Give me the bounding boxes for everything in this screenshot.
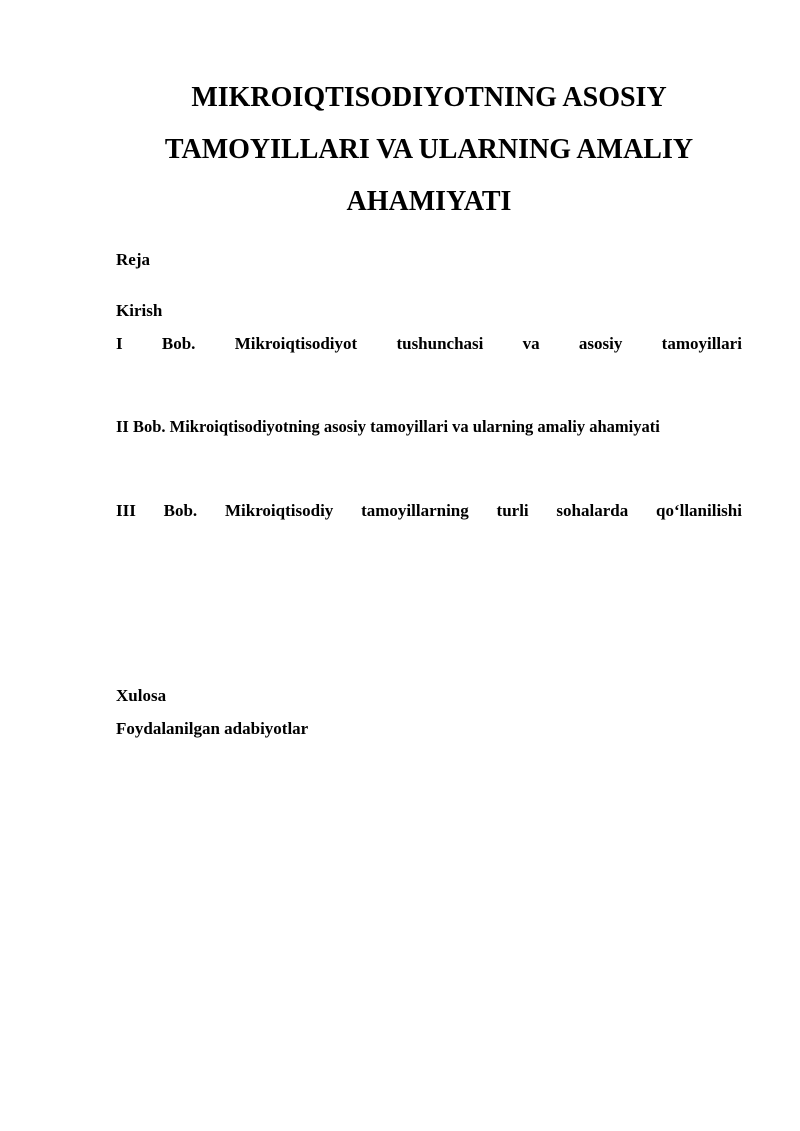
- toc-word: va: [522, 334, 540, 353]
- toc-word: asosiy: [578, 334, 623, 353]
- toc-word: turli: [496, 501, 529, 520]
- toc-word: tushunchasi: [396, 334, 484, 353]
- document-title: [116, 72, 742, 228]
- toc-word: tamoyillarning: [361, 501, 469, 520]
- toc-item-references: Foydalanilgan adabiyotlar: [116, 719, 309, 738]
- title-line-3: AHAMIYATI: [346, 186, 512, 217]
- title-line-2: TAMOYILLARI VA ULARNING AMALIY: [164, 134, 694, 165]
- plan-heading: Reja: [116, 250, 150, 269]
- toc-item-chapter-2: II Bob. Mikroiqtisodiyotning asosiy tamoyillari va ularning amaliy ahamiyati: [116, 417, 660, 436]
- title-line-1: MIKROIQTISODIYOTNING ASOSIY: [191, 82, 667, 113]
- toc-item-chapter-1: [116, 334, 742, 354]
- toc-word: I: [116, 334, 123, 353]
- toc-item-conclusion: Xulosa: [116, 686, 167, 705]
- toc-word: Bob.: [161, 334, 196, 353]
- toc-word: sohalarda: [556, 501, 629, 520]
- toc-word: III: [116, 501, 136, 520]
- toc-item-intro: Kirish: [116, 301, 163, 320]
- toc-word: Bob.: [163, 501, 198, 520]
- toc-item-chapter-3: [116, 501, 742, 521]
- toc-word: Mikroiqtisodiyot: [234, 334, 358, 353]
- toc-word: Mikroiqtisodiy: [224, 501, 334, 520]
- toc-word: tamoyillari: [661, 334, 742, 353]
- toc-word: qo‘llanilishi: [656, 501, 742, 520]
